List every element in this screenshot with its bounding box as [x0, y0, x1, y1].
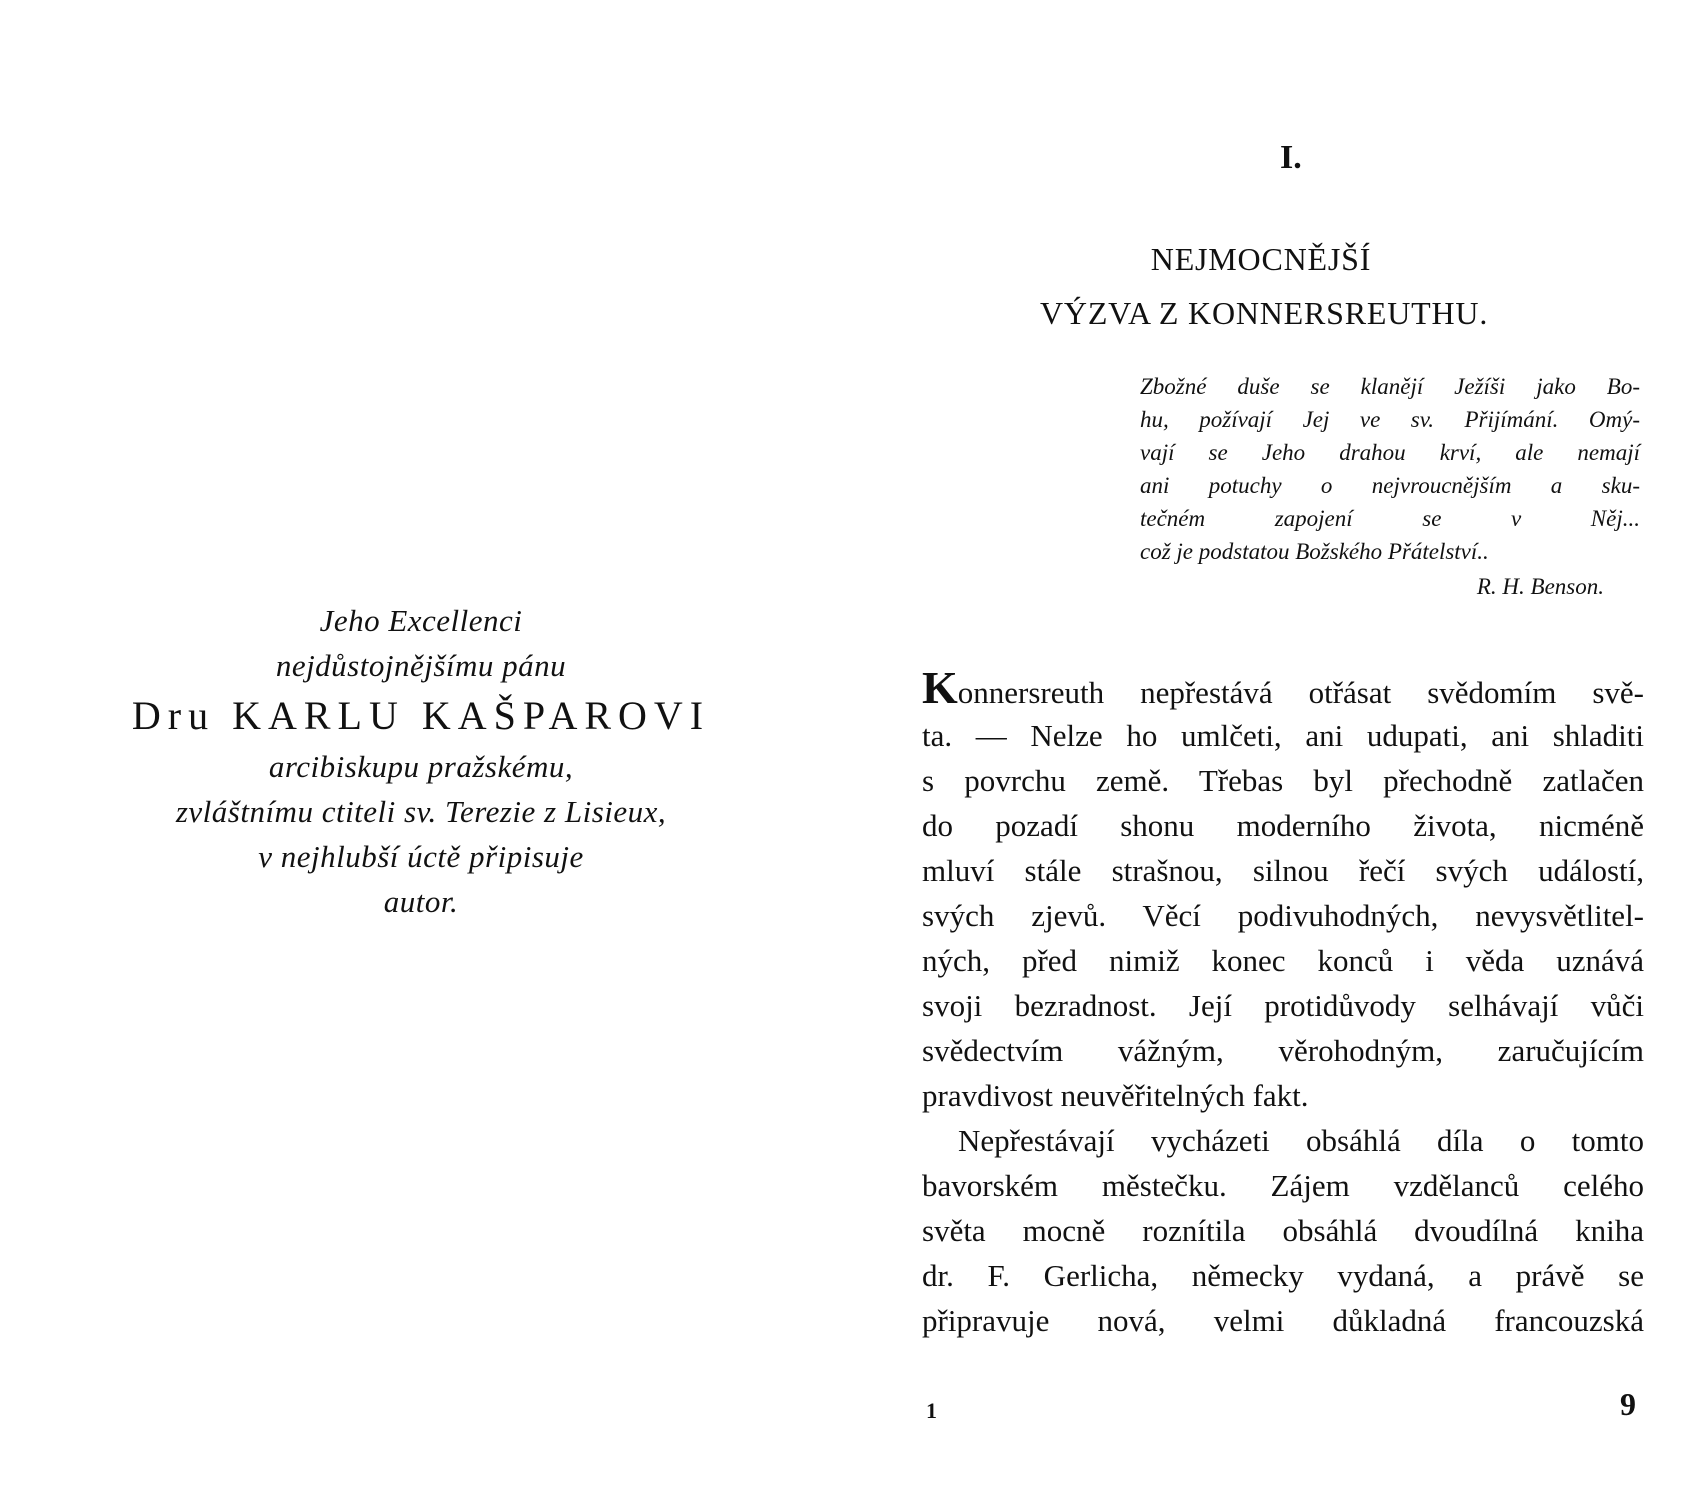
body-first-line-text: onnersreuth nepřestává otřásat svědomím svě- [957, 675, 1644, 710]
chapter-number: I. [1280, 139, 1302, 176]
body-line: Nepřestávají vycházeti obsáhlá díla o tomto [958, 1123, 1644, 1158]
body-line: s povrchu země. Třebas byl přechodně zatlačen [922, 763, 1644, 798]
epigraph-line: tečném zapojení se v Něj... [1140, 506, 1640, 531]
drop-cap: K [922, 662, 958, 713]
dedication-line: arcibiskupu pražskému, [268, 749, 574, 784]
body-line: bavorském městečku. Zájem vzdělanců celého [922, 1168, 1644, 1203]
body-line: svých zjevů. Věcí podivuhodných, nevysvětlitel- [922, 898, 1644, 933]
body-line: svědectvím vážným, věrohodným, zaručujícím [922, 1033, 1644, 1068]
body-line: dr. F. Gerlicha, německy vydaná, a právě se [922, 1258, 1644, 1293]
epigraph-line: hu, požívají Jej ve sv. Přijímání. Omý- [1140, 407, 1640, 432]
epigraph-author: R. H. Benson. [1476, 574, 1604, 599]
chapter-title [842, 232, 1489, 340]
dedication-line: Jeho Excellenci [319, 603, 523, 638]
dedication-line: nejdůstojnějšímu pánu [275, 648, 567, 683]
dedication-recipient-name: Dru KARLU KAŠPAROVI [131, 693, 711, 738]
body-line: ných, před nimiž konec konců i věda uznává [922, 943, 1644, 978]
body-line: svoji bezradnost. Její protidůvody selhávají vůči [922, 988, 1644, 1023]
body-line: pravdivost neuvěřitelných fakt. [922, 1078, 1309, 1113]
dedication [0, 598, 842, 924]
epigraph-line: Zbožné duše se klanějí Ježíši jako Bo- [1140, 374, 1640, 399]
body-line: mluví stále strašnou, silnou řečí svých událostí, [922, 853, 1644, 888]
chapter-body [922, 662, 1644, 1343]
signature-mark: 1 [926, 1398, 937, 1423]
dedication-line: v nejhlubší úctě připisuje [258, 839, 584, 874]
body-line: do pozadí shonu moderního života, nicméně [922, 808, 1644, 843]
body-line: ta. — Nelze ho umlčeti, ani udupati, ani shladiti [922, 718, 1644, 753]
body-line: světa mocně roznítila obsáhlá dvoudílná kniha [922, 1213, 1644, 1248]
epigraph [1140, 370, 1640, 603]
body-line: připravuje nová, velmi důkladná francouzská [922, 1303, 1644, 1338]
epigraph-line: což je podstatou Božského Přátelství.. [1140, 539, 1489, 564]
page-number: 9 [1620, 1386, 1636, 1422]
epigraph-line: ani potuchy o nejvroucnějším a sku- [1140, 473, 1640, 498]
chapter-title-line: VÝZVA Z KONNERSREUTHU. [1040, 295, 1489, 331]
epigraph-line: vají se Jeho drahou krví, ale nemají [1140, 440, 1640, 465]
dedication-line: zvláštnímu ctiteli sv. Terezie z Lisieux, [175, 794, 667, 829]
right-page [842, 0, 1684, 1500]
dedication-line: autor. [383, 884, 459, 919]
body-line [922, 662, 1644, 713]
chapter-title-line: NEJMOCNĚJŠÍ [1150, 241, 1372, 277]
